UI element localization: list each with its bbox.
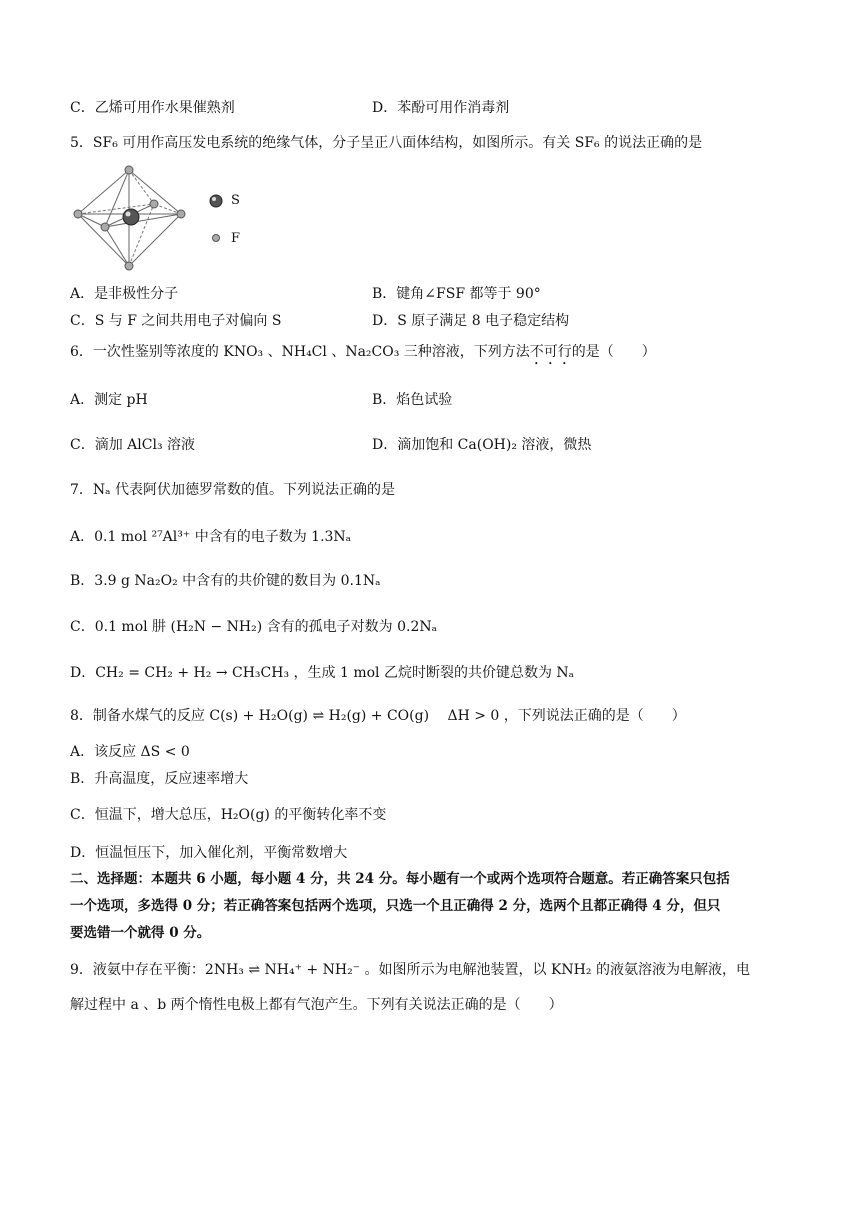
- q5-option-d: D．S 原子满足 8 电子稳定结构: [372, 313, 570, 329]
- q6-option-c: C．滴加 AlCl₃ 溶液: [70, 437, 196, 453]
- q6-option-d: D．滴加饱和 Ca(OH)₂ 溶液，微热: [372, 437, 592, 453]
- q7-option-d: D．CH₂ = CH₂ + H₂ → CH₃CH₃ ，生成 1 mol 乙烷时断裂的共价键总数为 Nₐ: [70, 665, 575, 681]
- section2-line2: 一个选项，多选得 0 分；若正确答案包括两个选项，只选一个且正确得 2 分，选两个且都正确得 4 分，但只: [70, 898, 721, 914]
- q6-stem-part1: 6．一次性鉴别等浓度的 KNO₃ 、NH₄Cl 、Na₂CO₃ 三种溶液，下列方法: [70, 344, 530, 360]
- q6-option-a: A．测定 pH: [70, 392, 148, 408]
- sf6-octahedron-figure: [70, 164, 230, 274]
- q9-line1: 9．液氨中存在平衡：2NH₃ ⇌ NH₄⁺ + NH₂⁻ 。如图所示为电解池装置，以 KNH₂ 的液氨溶液为电解液，电: [70, 962, 750, 978]
- q8-option-c: C．恒温下，增大总压，H₂O(g) 的平衡转化率不变: [70, 807, 387, 823]
- q7-option-b: B．3.9 g Na₂O₂ 中含有的共价键的数目为 0.1Nₐ: [70, 573, 381, 589]
- section2-line3: 要选错一个就得 0 分。: [70, 925, 211, 941]
- q4-option-d: D．苯酚可用作消毒剂: [372, 100, 510, 116]
- q7-option-c: C．0.1 mol 肼 (H₂N − NH₂) 含有的孤电子对数为 0.2Nₐ: [70, 619, 438, 635]
- q6-emphasis: 不可行: [529, 344, 572, 360]
- q6-stem: [70, 342, 656, 368]
- q5-option-a: A．是非极性分子: [70, 286, 179, 302]
- q7-stem: 7．Nₐ 代表阿伏加德罗常数的值。下列说法正确的是: [70, 482, 396, 498]
- q4-option-c: C．乙烯可用作水果催熟剂: [70, 100, 235, 116]
- q8-option-a: A．该反应 ΔS < 0: [70, 744, 190, 760]
- q7-option-a: A．0.1 mol ²⁷Al³⁺ 中含有的电子数为 1.3Nₐ: [70, 529, 352, 545]
- legend-f-label: F: [231, 231, 241, 246]
- q6-stem-part2: 的是（ ）: [571, 344, 656, 360]
- q6-option-b: B．焰色试验: [372, 392, 453, 408]
- q5-stem: 5．SF₆ 可用作高压发电系统的绝缘气体，分子呈正八面体结构，如图所示。有关 SF₆ 的说法正确的是: [70, 135, 703, 151]
- q8-option-d: D．恒温恒压下，加入催化剂，平衡常数增大: [70, 845, 348, 861]
- q5-option-b: B．键角∠FSF 都等于 90°: [372, 286, 541, 302]
- legend-s-label: S: [231, 193, 240, 208]
- q9-line2: 解过程中 a 、b 两个惰性电极上都有气泡产生。下列有关说法正确的是（ ）: [70, 997, 563, 1013]
- q8-stem: 8．制备水煤气的反应 C(s) + H₂O(g) ⇌ H₂(g) + CO(g) ΔH > 0 ，下列说法正确的是（ ）: [70, 708, 686, 724]
- q5-option-c: C．S 与 F 之间共用电子对偏向 S: [70, 313, 282, 329]
- section2-line1: 二、选择题：本题共 6 小题，每小题 4 分，共 24 分。每小题有一个或两个选项符合题意。若正确答案只包括: [70, 871, 730, 887]
- q8-option-b: B．升高温度，反应速率增大: [70, 771, 249, 787]
